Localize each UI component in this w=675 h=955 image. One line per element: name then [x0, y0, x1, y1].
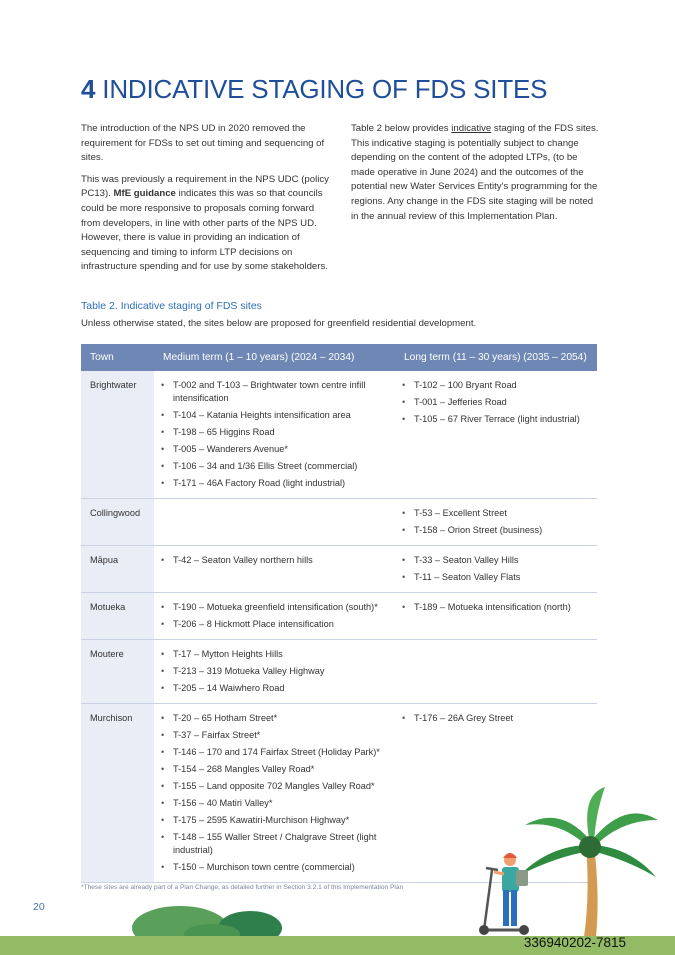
medium-term-cell	[154, 371, 395, 499]
long-term-cell	[395, 371, 597, 499]
intro-text: Table 2 below provides	[351, 123, 452, 134]
intro-right-column	[351, 122, 601, 231]
section-title: INDICATIVE STAGING OF FDS SITES	[102, 74, 548, 104]
town-cell: Motueka	[81, 593, 154, 640]
table-subtitle: Unless otherwise stated, the sites below are proposed for greenfield residential development.	[81, 318, 477, 329]
bush-icon	[130, 900, 290, 940]
intro-text: staging of the FDS sites. This indicative staging is potentially subject to change depending on the content of the adopted LTPs, (to be made operative in June 2024) and the outcomes of the potential new Water Services Entity’s programming for the regions. Any change in the FDS site staging will be noted in the annual review of this Implementation Plan.	[351, 123, 599, 222]
list-item: • T-189 – Motueka intensification (north)	[395, 601, 597, 614]
list-item: • T-106 – 34 and 1/36 Ellis Street (commercial)	[154, 460, 395, 473]
intro-paragraph: The introduction of the NPS UD in 2020 removed the requirement for FDSs to set out timing and sequencing of sites.	[81, 123, 325, 164]
list-item: • T-11 – Seaton Valley Flats	[395, 571, 597, 584]
mfe-guidance-link[interactable]: MfE guidance	[113, 188, 176, 200]
intro-text: This was previously a requirement in the NPS UDC (policy PC13).	[81, 173, 329, 200]
list-item: • T-33 – Seaton Valley Hills	[395, 554, 597, 567]
long-term-cell	[395, 640, 597, 704]
list-item: • T-158 – Orion Street (business)	[395, 524, 597, 537]
table-row	[81, 546, 597, 593]
long-term-cell	[395, 499, 597, 546]
medium-term-list	[154, 601, 395, 631]
town-cell: Murchison	[81, 704, 154, 883]
list-item: • T-102 – 100 Bryant Road	[395, 379, 597, 392]
table-row	[81, 640, 597, 704]
town-cell: Moutere	[81, 640, 154, 704]
long-term-list	[395, 379, 597, 426]
list-item: • T-53 – Excellent Street	[395, 507, 597, 520]
town-cell: Māpua	[81, 546, 154, 593]
list-item: • T-213 – 319 Motueka Valley Highway	[154, 665, 395, 678]
list-item: • T-175 – 2595 Kawatiri-Murchison Highway*	[154, 814, 395, 827]
footnote: *These sites are already part of a Plan Change, as detailed further in Section 3.2.1 of this Implementation Plan	[81, 884, 404, 891]
intro-text: indicates this was so that councils could be more responsive to proposals coming forward from developers, in line with other parts of the NPS UD. However, there is value in providing an indication of sequencing and timing to inform LTP decisions on infrastructure spending and for use by some stakeholders.	[81, 188, 328, 273]
medium-term-cell	[154, 640, 395, 704]
list-item: • T-171 – 46A Factory Road (light industrial)	[154, 477, 395, 490]
intro-left-column	[81, 122, 331, 282]
long-term-list	[395, 712, 597, 725]
list-item: • T-156 – 40 Matiri Valley*	[154, 797, 395, 810]
medium-term-cell	[154, 593, 395, 640]
town-cell: Collingwood	[81, 499, 154, 546]
list-item: • T-001 – Jefferies Road	[395, 396, 597, 409]
list-item: • T-20 – 65 Hotham Street*	[154, 712, 395, 725]
long-term-cell	[395, 546, 597, 593]
list-item: • T-176 – 26A Grey Street	[395, 712, 597, 725]
list-item: • T-206 – 8 Hickmott Place intensification	[154, 618, 395, 631]
section-number: 4	[81, 74, 96, 104]
long-term-list	[395, 554, 597, 584]
list-item: • T-150 – Murchison town centre (commercial)	[154, 861, 395, 874]
medium-term-cell	[154, 704, 395, 883]
long-term-list	[395, 507, 597, 537]
header-long-term: Long term (11 – 30 years) (2035 – 2054)	[395, 344, 597, 371]
table-title: Table 2. Indicative staging of FDS sites	[81, 300, 262, 312]
section-heading	[81, 74, 547, 105]
list-item: • T-37 – Fairfax Street*	[154, 729, 395, 742]
medium-term-list	[154, 712, 395, 874]
list-item: • T-146 – 170 and 174 Fairfax Street (Holiday Park)*	[154, 746, 395, 759]
list-item: • T-105 – 67 River Terrace (light industrial)	[395, 413, 597, 426]
list-item: • T-155 – Land opposite 702 Mangles Valley Road*	[154, 780, 395, 793]
medium-term-list	[154, 554, 395, 567]
intro-paragraph	[81, 173, 331, 275]
medium-term-cell	[154, 546, 395, 593]
page-number: 20	[33, 901, 45, 913]
list-item: • T-42 – Seaton Valley northern hills	[154, 554, 395, 567]
list-item: • T-205 – 14 Waiwhero Road	[154, 682, 395, 695]
medium-term-list	[154, 379, 395, 490]
list-item: • T-198 – 65 Higgins Road	[154, 426, 395, 439]
town-cell: Brightwater	[81, 371, 154, 499]
list-item: • T-002 and T-103 – Brightwater town centre infill intensification	[154, 379, 395, 405]
table-row	[81, 593, 597, 640]
list-item: • T-148 – 155 Waller Street / Chalgrave Street (light industrial)	[154, 831, 395, 857]
header-town: Town	[81, 344, 154, 371]
table-header-row	[81, 344, 597, 371]
medium-term-list	[154, 648, 395, 695]
intro-paragraph	[351, 122, 601, 224]
scooter-rider-icon	[472, 850, 542, 938]
header-medium-term: Medium term (1 – 10 years) (2024 – 2034)	[154, 344, 395, 371]
table-row	[81, 499, 597, 546]
list-item: • T-17 – Mytton Heights Hills	[154, 648, 395, 661]
list-item: • T-005 – Wanderers Avenue*	[154, 443, 395, 456]
list-item: • T-104 – Katania Heights intensification area	[154, 409, 395, 422]
long-term-cell	[395, 593, 597, 640]
list-item: • T-190 – Motueka greenfield intensification (south)*	[154, 601, 395, 614]
medium-term-cell	[154, 499, 395, 546]
long-term-list	[395, 601, 597, 614]
table-row	[81, 371, 597, 499]
document-id: 336940202-7815	[523, 935, 626, 950]
intro-underlined-text: indicative	[451, 123, 492, 134]
list-item: • T-154 – 268 Mangles Valley Road*	[154, 763, 395, 776]
